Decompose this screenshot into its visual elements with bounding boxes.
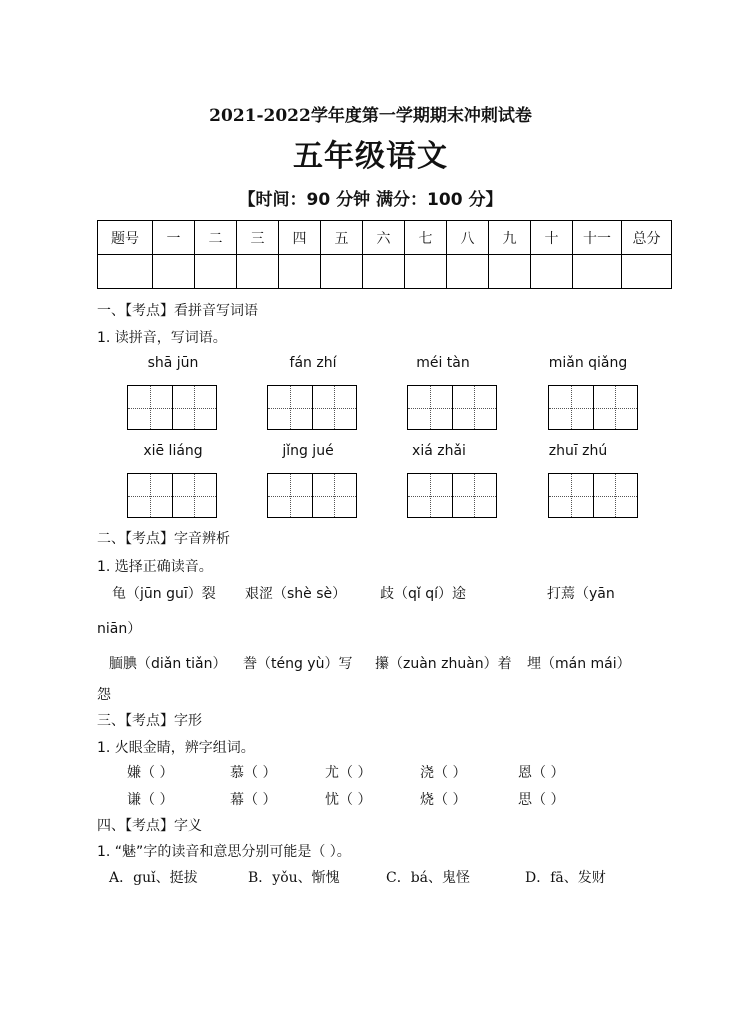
score-header-cell: 七 [405,221,447,255]
pinyin-label: xiē liáng [143,443,203,459]
score-cell[interactable] [237,255,279,289]
section2-heading: 二、【考点】字音辨析 [97,531,230,547]
score-table [97,220,672,289]
score-cell[interactable] [279,255,321,289]
section1-question: 1. 读拼音，写词语。 [97,330,227,346]
score-header-cell: 总分 [622,221,672,255]
score-cell[interactable] [321,255,363,289]
score-header-cell: 三 [237,221,279,255]
option-c[interactable]: C．bá、鬼怪 [386,870,471,886]
score-header-cell: 一 [153,221,195,255]
reading-item: 腼腆（diǎn tiǎn） [109,656,227,672]
pinyin-label: fán zhí [289,355,337,371]
writing-grid[interactable] [127,473,217,518]
score-header-cell: 题号 [98,221,153,255]
score-header-cell: 十 [531,221,573,255]
reading-item: 打蔫（yān [547,586,615,602]
writing-grid[interactable] [407,385,497,430]
score-header-cell: 四 [279,221,321,255]
option-d[interactable]: D．fā、发财 [525,870,606,886]
reading-item: 攥（zuàn zhuàn）着 [375,656,512,672]
reading-item: 艰涩（shè sè） [245,586,347,602]
score-table-input-row [98,255,672,289]
score-cell[interactable] [98,255,153,289]
score-header-cell: 八 [447,221,489,255]
reading-item: 歧（qǐ qí）途 [380,586,467,602]
section1-heading: 一、【考点】看拼音写词语 [97,303,258,319]
subject-title: 五年级语文 [293,139,448,174]
section3-question: 1. 火眼金睛，辨字组词。 [97,740,255,756]
reading-item-continued: niān） [97,621,142,637]
score-cell[interactable] [363,255,405,289]
exam-title: 2021-2022学年度第一学期期末冲刺试卷 [209,106,532,126]
score-cell[interactable] [153,255,195,289]
score-cell[interactable] [573,255,622,289]
score-cell[interactable] [195,255,237,289]
writing-grid[interactable] [267,473,357,518]
reading-item: 誊（téng yù）写 [243,656,353,672]
writing-grid[interactable] [548,473,638,518]
section4-question: 1. “魅”字的读音和意思分别可能是（ ）。 [97,844,351,860]
score-header-cell: 五 [321,221,363,255]
score-cell[interactable] [531,255,573,289]
score-cell[interactable] [622,255,672,289]
section4-heading: 四、【考点】字义 [97,818,202,834]
reading-item-continued: 怨 [97,687,111,703]
score-cell[interactable] [447,255,489,289]
score-header-cell: 十一 [573,221,622,255]
pinyin-label: jǐng jué [282,443,334,459]
score-cell[interactable] [405,255,447,289]
score-table-header-row [98,221,672,255]
reading-item: 龟（jūn guī）裂 [112,586,216,602]
writing-grid[interactable] [127,385,217,430]
section2-question: 1. 选择正确读音。 [97,559,213,575]
score-cell[interactable] [489,255,531,289]
option-b[interactable]: B．yǒu、惭愧 [248,870,340,886]
word-blank[interactable]: 浇（ ） [420,765,467,781]
reading-item: 埋（mán mái） [527,656,631,672]
writing-grid[interactable] [267,385,357,430]
word-blank[interactable]: 尤（ ） [325,765,372,781]
pinyin-label: miǎn qiǎng [548,355,628,371]
score-header-cell: 二 [195,221,237,255]
score-header-cell: 九 [489,221,531,255]
option-a[interactable]: A．guǐ、挺拔 [109,870,198,886]
exam-meta: 【时间：90 分钟 满分：100 分】 [238,190,503,210]
writing-grid[interactable] [548,385,638,430]
pinyin-label: méi tàn [416,355,470,371]
pinyin-label: shā jūn [147,355,199,371]
word-blank[interactable]: 慕（ ） [230,765,277,781]
word-blank[interactable]: 恩（ ） [518,765,565,781]
writing-grid[interactable] [407,473,497,518]
pinyin-label: zhuī zhú [548,443,608,459]
pinyin-label: xiá zhǎi [412,443,466,459]
word-blank[interactable]: 思（ ） [518,792,565,808]
score-header-cell: 六 [363,221,405,255]
word-blank[interactable]: 嫌（ ） [127,765,174,781]
word-blank[interactable]: 幕（ ） [230,792,277,808]
word-blank[interactable]: 烧（ ） [420,792,467,808]
word-blank[interactable]: 谦（ ） [127,792,174,808]
section3-heading: 三、【考点】字形 [97,713,202,729]
word-blank[interactable]: 忧（ ） [325,792,372,808]
